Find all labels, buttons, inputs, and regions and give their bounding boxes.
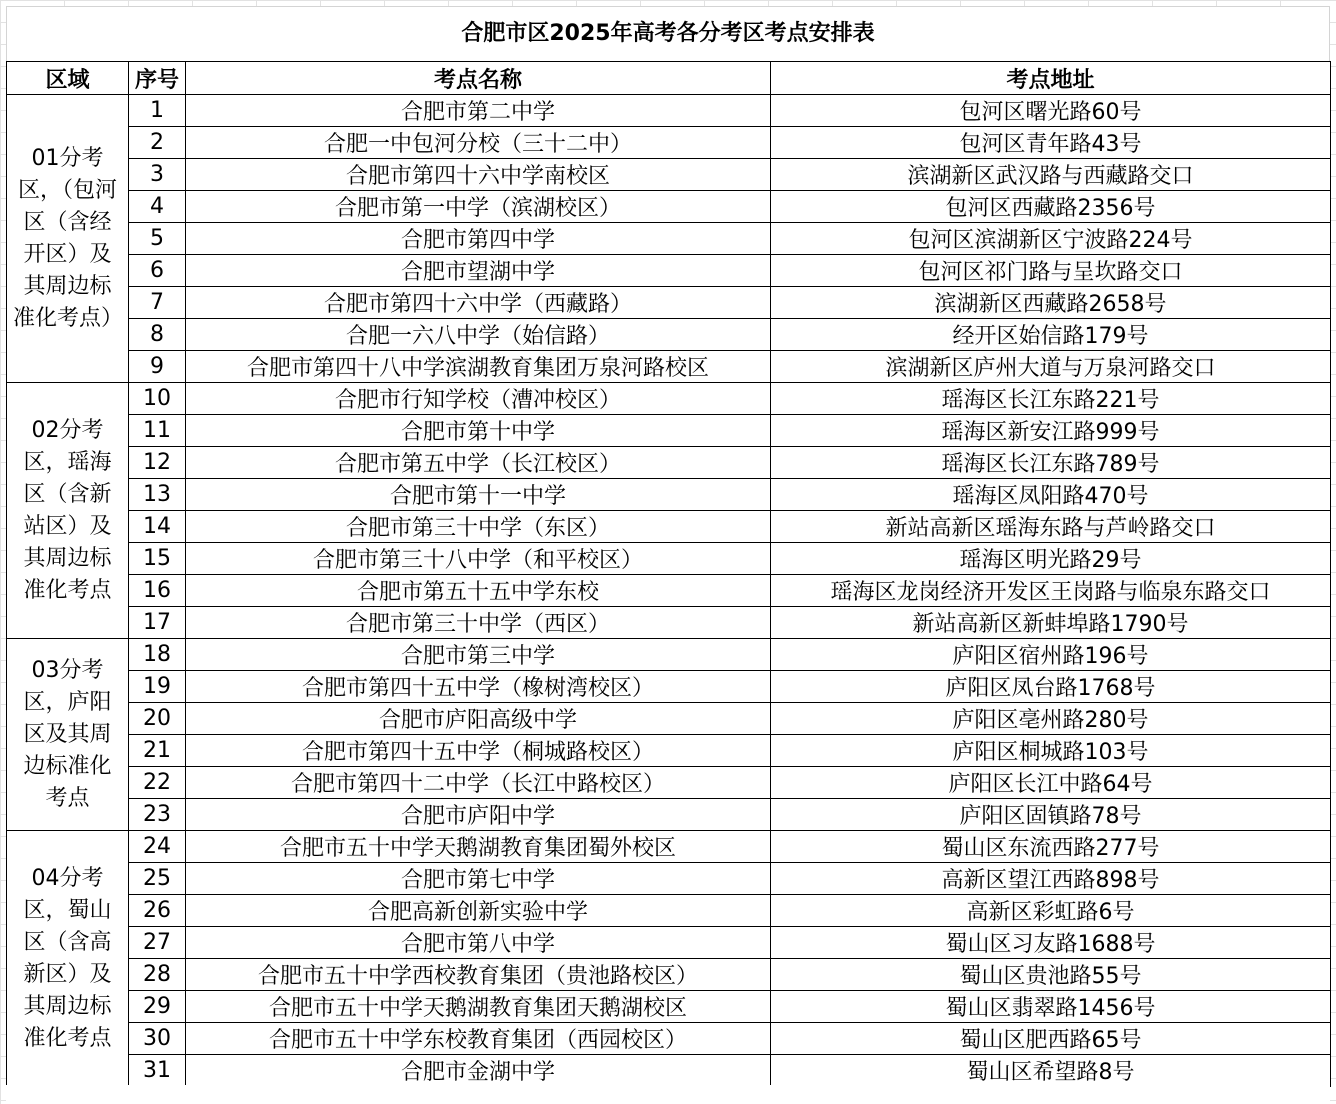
site-address: 蜀山区肥西路65号 xyxy=(771,1023,1331,1055)
table-row xyxy=(7,223,1331,255)
row-number: 1 xyxy=(129,95,186,127)
site-name: 合肥市第三十八中学（和平校区） xyxy=(186,543,771,575)
site-address: 高新区彩虹路6号 xyxy=(771,895,1331,927)
table-row xyxy=(7,607,1331,639)
site-name: 合肥市第三十中学（东区） xyxy=(186,511,771,543)
row-number: 28 xyxy=(129,959,186,991)
table-row xyxy=(7,671,1331,703)
site-address: 蜀山区翡翠路1456号 xyxy=(771,991,1331,1023)
site-name: 合肥市金湖中学 xyxy=(186,1055,771,1087)
row-number: 15 xyxy=(129,543,186,575)
table-row xyxy=(7,863,1331,895)
site-name: 合肥市第五十五中学东校 xyxy=(186,575,771,607)
table-row xyxy=(7,255,1331,287)
table-row xyxy=(7,447,1331,479)
table-row xyxy=(7,895,1331,927)
site-address: 瑶海区龙岗经济开发区王岗路与临泉东路交口 xyxy=(771,575,1331,607)
site-name: 合肥高新创新实验中学 xyxy=(186,895,771,927)
site-address: 瑶海区长江东路221号 xyxy=(771,383,1331,415)
site-address: 包河区曙光路60号 xyxy=(771,95,1331,127)
site-address: 蜀山区贵池路55号 xyxy=(771,959,1331,991)
row-number: 17 xyxy=(129,607,186,639)
site-name: 合肥市第十一中学 xyxy=(186,479,771,511)
site-name: 合肥市第五中学（长江校区） xyxy=(186,447,771,479)
exam-site-sheet xyxy=(6,6,1330,1087)
site-address: 庐阳区宿州路196号 xyxy=(771,639,1331,671)
row-number: 8 xyxy=(129,319,186,351)
site-address: 包河区滨湖新区宁波路224号 xyxy=(771,223,1331,255)
table-row xyxy=(7,159,1331,191)
site-address: 新站高新区新蚌埠路1790号 xyxy=(771,607,1331,639)
site-name: 合肥市五十中学天鹅湖教育集团天鹅湖校区 xyxy=(186,991,771,1023)
table-row xyxy=(7,703,1331,735)
table-row xyxy=(7,511,1331,543)
row-number: 12 xyxy=(129,447,186,479)
table-row xyxy=(7,831,1331,863)
table-row xyxy=(7,287,1331,319)
row-number: 14 xyxy=(129,511,186,543)
site-name: 合肥市第七中学 xyxy=(186,863,771,895)
table-row xyxy=(7,735,1331,767)
site-address: 蜀山区希望路8号 xyxy=(771,1055,1331,1087)
site-address: 蜀山区习友路1688号 xyxy=(771,927,1331,959)
site-name: 合肥市第四中学 xyxy=(186,223,771,255)
table-row xyxy=(7,1055,1331,1087)
row-number: 24 xyxy=(129,831,186,863)
row-number: 11 xyxy=(129,415,186,447)
row-number: 4 xyxy=(129,191,186,223)
row-number: 6 xyxy=(129,255,186,287)
site-address: 庐阳区长江中路64号 xyxy=(771,767,1331,799)
row-number: 23 xyxy=(129,799,186,831)
row-number: 30 xyxy=(129,1023,186,1055)
table-row xyxy=(7,351,1331,383)
table-row xyxy=(7,543,1331,575)
table-row xyxy=(7,383,1331,415)
row-number: 22 xyxy=(129,767,186,799)
table-row xyxy=(7,959,1331,991)
site-address: 新站高新区瑶海东路与芦岭路交口 xyxy=(771,511,1331,543)
site-address: 瑶海区凤阳路470号 xyxy=(771,479,1331,511)
table-row xyxy=(7,799,1331,831)
site-address: 瑶海区长江东路789号 xyxy=(771,447,1331,479)
site-name: 合肥一中包河分校（三十二中） xyxy=(186,127,771,159)
site-name: 合肥一六八中学（始信路） xyxy=(186,319,771,351)
table-row xyxy=(7,575,1331,607)
table-row xyxy=(7,319,1331,351)
row-number: 27 xyxy=(129,927,186,959)
site-name: 合肥市第三十中学（西区） xyxy=(186,607,771,639)
row-number: 18 xyxy=(129,639,186,671)
site-name: 合肥市第二中学 xyxy=(186,95,771,127)
site-name: 合肥市第四十五中学（橡树湾校区） xyxy=(186,671,771,703)
site-address: 瑶海区明光路29号 xyxy=(771,543,1331,575)
header-site-name: 考点名称 xyxy=(186,62,771,95)
table-row xyxy=(7,95,1331,127)
site-name: 合肥市庐阳中学 xyxy=(186,799,771,831)
row-number: 25 xyxy=(129,863,186,895)
row-number: 3 xyxy=(129,159,186,191)
site-address: 高新区望江西路898号 xyxy=(771,863,1331,895)
table-row xyxy=(7,991,1331,1023)
table-row xyxy=(7,127,1331,159)
site-address: 滨湖新区庐州大道与万泉河路交口 xyxy=(771,351,1331,383)
site-name: 合肥市第三中学 xyxy=(186,639,771,671)
table-row xyxy=(7,927,1331,959)
row-number: 16 xyxy=(129,575,186,607)
row-number: 29 xyxy=(129,991,186,1023)
site-address: 庐阳区亳州路280号 xyxy=(771,703,1331,735)
row-number: 13 xyxy=(129,479,186,511)
row-number: 7 xyxy=(129,287,186,319)
table-header-row xyxy=(7,62,1331,95)
site-address: 滨湖新区武汉路与西藏路交口 xyxy=(771,159,1331,191)
exam-site-table xyxy=(6,61,1331,1087)
site-name: 合肥市第四十五中学（桐城路校区） xyxy=(186,735,771,767)
sheet-empty-area xyxy=(6,1085,1330,1104)
region-cell: 04分考区，蜀山区（含高新区）及其周边标准化考点 xyxy=(7,831,129,1087)
site-address: 包河区西藏路2356号 xyxy=(771,191,1331,223)
site-name: 合肥市行知学校（漕冲校区） xyxy=(186,383,771,415)
table-row xyxy=(7,415,1331,447)
row-number: 10 xyxy=(129,383,186,415)
site-address: 庐阳区固镇路78号 xyxy=(771,799,1331,831)
site-name: 合肥市五十中学东校教育集团（西园校区） xyxy=(186,1023,771,1055)
site-address: 包河区祁门路与呈坎路交口 xyxy=(771,255,1331,287)
header-number: 序号 xyxy=(129,62,186,95)
row-number: 21 xyxy=(129,735,186,767)
site-name: 合肥市第四十六中学南校区 xyxy=(186,159,771,191)
site-address: 经开区始信路179号 xyxy=(771,319,1331,351)
table-row xyxy=(7,479,1331,511)
site-address: 庐阳区凤台路1768号 xyxy=(771,671,1331,703)
row-number: 31 xyxy=(129,1055,186,1087)
site-address: 滨湖新区西藏路2658号 xyxy=(771,287,1331,319)
site-address: 包河区青年路43号 xyxy=(771,127,1331,159)
row-number: 20 xyxy=(129,703,186,735)
site-name: 合肥市望湖中学 xyxy=(186,255,771,287)
table-row xyxy=(7,767,1331,799)
site-address: 庐阳区桐城路103号 xyxy=(771,735,1331,767)
site-name: 合肥市第一中学（滨湖校区） xyxy=(186,191,771,223)
site-name: 合肥市五十中学西校教育集团（贵池路校区） xyxy=(186,959,771,991)
region-cell: 02分考区，瑶海区（含新站区）及其周边标准化考点 xyxy=(7,383,129,639)
region-cell: 01分考区，（包河区（含经开区）及其周边标准化考点） xyxy=(7,95,129,383)
header-site-address: 考点地址 xyxy=(771,62,1331,95)
site-name: 合肥市第八中学 xyxy=(186,927,771,959)
table-row xyxy=(7,639,1331,671)
site-address: 瑶海区新安江路999号 xyxy=(771,415,1331,447)
site-name: 合肥市第十中学 xyxy=(186,415,771,447)
sheet-title: 合肥市区2025年高考各分考区考点安排表 xyxy=(6,6,1330,61)
row-number: 19 xyxy=(129,671,186,703)
region-cell: 03分考区，庐阳区及其周边标准化考点 xyxy=(7,639,129,831)
row-number: 5 xyxy=(129,223,186,255)
table-body xyxy=(7,95,1331,1087)
table-row xyxy=(7,191,1331,223)
row-number: 9 xyxy=(129,351,186,383)
site-name: 合肥市庐阳高级中学 xyxy=(186,703,771,735)
site-name: 合肥市第四十二中学（长江中路校区） xyxy=(186,767,771,799)
table-row xyxy=(7,1023,1331,1055)
site-name: 合肥市第四十八中学滨湖教育集团万泉河路校区 xyxy=(186,351,771,383)
site-address: 蜀山区东流西路277号 xyxy=(771,831,1331,863)
site-name: 合肥市第四十六中学（西藏路） xyxy=(186,287,771,319)
row-number: 2 xyxy=(129,127,186,159)
site-name: 合肥市五十中学天鹅湖教育集团蜀外校区 xyxy=(186,831,771,863)
header-region: 区域 xyxy=(7,62,129,95)
row-number: 26 xyxy=(129,895,186,927)
